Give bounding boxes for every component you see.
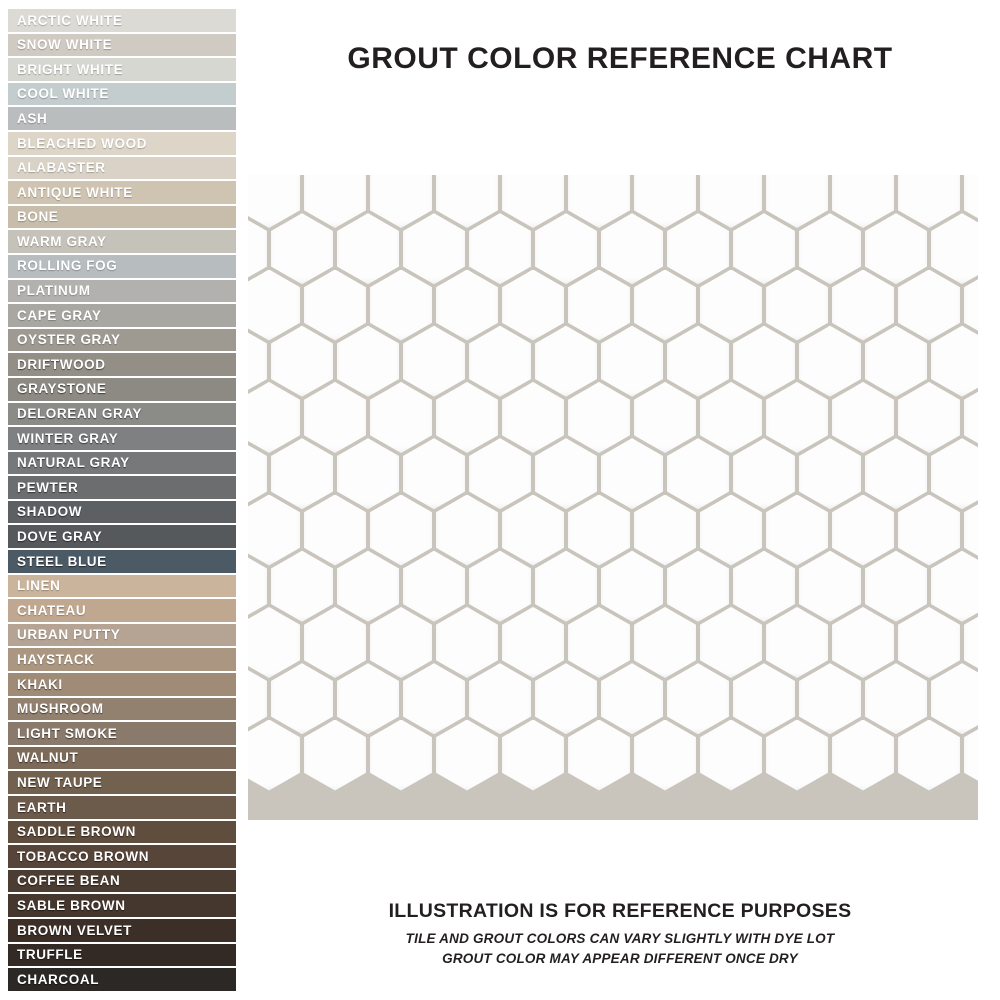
swatch-row[interactable]	[8, 893, 236, 918]
grout-color-swatch-list	[8, 8, 236, 992]
swatch-row[interactable]	[8, 524, 236, 549]
disclaimer-line-2: GROUT COLOR MAY APPEAR DIFFERENT ONCE DRY	[442, 950, 798, 966]
swatch-row[interactable]	[8, 33, 236, 58]
swatch-label: LINEN	[17, 578, 61, 594]
swatch-row[interactable]	[8, 746, 236, 771]
swatch-row[interactable]	[8, 402, 236, 427]
swatch-label: LIGHT SMOKE	[17, 725, 118, 741]
disclaimer-line-1: TILE AND GROUT COLORS CAN VARY SLIGHTLY WITH DYE LOT	[405, 931, 835, 946]
swatch-row[interactable]	[8, 131, 236, 156]
swatch-label: GRAYSTONE	[17, 381, 107, 397]
swatch-label: TRUFFLE	[17, 947, 83, 963]
swatch-row[interactable]	[8, 205, 236, 230]
hexagon-tile-preview	[248, 175, 978, 820]
swatch-label: BROWN VELVET	[17, 922, 132, 938]
swatch-label: HAYSTACK	[17, 651, 95, 667]
swatch-row[interactable]	[8, 328, 236, 353]
swatch-row[interactable]	[8, 254, 236, 279]
swatch-row[interactable]	[8, 82, 236, 107]
swatch-row[interactable]	[8, 623, 236, 648]
swatch-row[interactable]	[8, 426, 236, 451]
swatch-label: WINTER GRAY	[17, 430, 119, 446]
swatch-row[interactable]	[8, 57, 236, 82]
swatch-label: OYSTER GRAY	[17, 332, 121, 348]
swatch-label: NATURAL GRAY	[17, 455, 130, 471]
swatch-label: CHARCOAL	[17, 971, 100, 987]
swatch-label: CAPE GRAY	[17, 307, 102, 323]
swatch-label: PLATINUM	[17, 283, 91, 299]
swatch-row[interactable]	[8, 943, 236, 968]
swatch-label: BLEACHED WOOD	[17, 135, 148, 151]
swatch-label: SHADOW	[17, 504, 83, 520]
swatch-row[interactable]	[8, 500, 236, 525]
swatch-row[interactable]	[8, 180, 236, 205]
disclaimer-block	[240, 900, 1000, 968]
swatch-label: ANTIQUE WHITE	[17, 184, 133, 200]
swatch-row[interactable]	[8, 451, 236, 476]
swatch-row[interactable]	[8, 672, 236, 697]
swatch-label: TOBACCO BROWN	[17, 848, 150, 864]
swatch-label: DOVE GRAY	[17, 529, 103, 545]
swatch-label: COFFEE BEAN	[17, 873, 121, 889]
disclaimer-heading: ILLUSTRATION IS FOR REFERENCE PURPOSES	[388, 900, 852, 922]
swatch-label: DRIFTWOOD	[17, 356, 106, 372]
swatch-row[interactable]	[8, 647, 236, 672]
swatch-row[interactable]	[8, 770, 236, 795]
swatch-label: CHATEAU	[17, 602, 87, 618]
swatch-row[interactable]	[8, 820, 236, 845]
swatch-row[interactable]	[8, 721, 236, 746]
swatch-label: EARTH	[17, 799, 67, 815]
swatch-row[interactable]	[8, 549, 236, 574]
swatch-label: DELOREAN GRAY	[17, 406, 143, 422]
swatch-row[interactable]	[8, 967, 236, 992]
swatch-label: WALNUT	[17, 750, 79, 766]
swatch-row[interactable]	[8, 574, 236, 599]
swatch-label: BONE	[17, 209, 59, 225]
swatch-row[interactable]	[8, 352, 236, 377]
swatch-row[interactable]	[8, 229, 236, 254]
swatch-row[interactable]	[8, 918, 236, 943]
swatch-row[interactable]	[8, 795, 236, 820]
page-title: GROUT COLOR REFERENCE CHART	[347, 42, 893, 75]
swatch-row[interactable]	[8, 106, 236, 131]
swatch-label: SNOW WHITE	[17, 37, 113, 53]
swatch-row[interactable]	[8, 156, 236, 181]
swatch-label: SABLE BROWN	[17, 897, 126, 913]
swatch-row[interactable]	[8, 844, 236, 869]
swatch-row[interactable]	[8, 279, 236, 304]
swatch-row[interactable]	[8, 869, 236, 894]
swatch-label: ROLLING FOG	[17, 258, 118, 274]
swatch-row[interactable]	[8, 475, 236, 500]
swatch-label: URBAN PUTTY	[17, 627, 121, 643]
swatch-label: STEEL BLUE	[17, 553, 107, 569]
swatch-label: BRIGHT WHITE	[17, 61, 124, 77]
swatch-label: SADDLE BROWN	[17, 824, 136, 840]
swatch-label: COOL WHITE	[17, 86, 109, 102]
swatch-row[interactable]	[8, 377, 236, 402]
swatch-label: MUSHROOM	[17, 701, 104, 717]
swatch-row[interactable]	[8, 598, 236, 623]
swatch-row[interactable]	[8, 8, 236, 33]
swatch-label: ASH	[17, 110, 48, 126]
swatch-row[interactable]	[8, 697, 236, 722]
swatch-label: KHAKI	[17, 676, 63, 692]
swatch-label: ALABASTER	[17, 160, 106, 176]
swatch-label: WARM GRAY	[17, 233, 107, 249]
swatch-row[interactable]	[8, 303, 236, 328]
chart-panel	[240, 0, 1000, 1000]
swatch-label: NEW TAUPE	[17, 774, 103, 790]
swatch-label: PEWTER	[17, 479, 79, 495]
swatch-label: ARCTIC WHITE	[17, 12, 123, 28]
